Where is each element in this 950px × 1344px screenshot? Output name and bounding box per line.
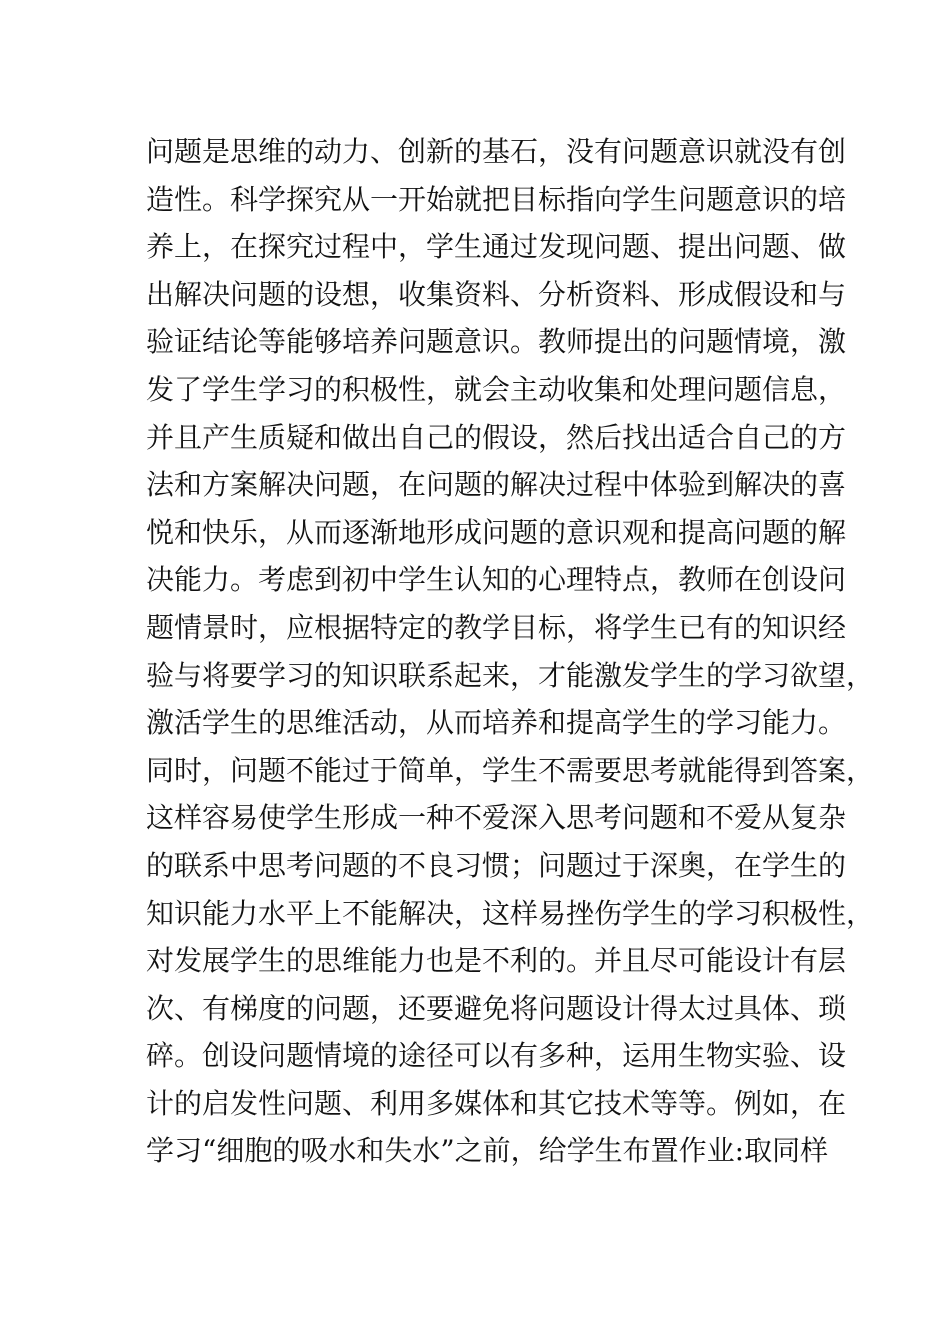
text-line-19: 次、有梯度的问题，还要避免将问题设计得太过具体、琐 — [146, 991, 847, 1025]
text-line-22: 学习“细胞的吸水和失水”之前，给学生布置作业:取同样 — [146, 1134, 829, 1168]
text-line-15: 这样容易使学生形成一种不爱深入思考问题和不爱从复杂 — [146, 801, 847, 835]
text-line-7: 并且产生质疑和做出自己的假设，然后找出适合自己的方 — [146, 420, 847, 454]
text-line-9: 悦和快乐，从而逐渐地形成问题的意识观和提高问题的解 — [146, 515, 847, 549]
text-line-6: 发了学生学习的积极性，就会主动收集和处理问题信息， — [146, 372, 847, 406]
text-line-13: 激活学生的思维活动，从而培养和提高学生的学习能力。 — [146, 706, 847, 740]
text-line-2: 造性。科学探究从一开始就把目标指向学生问题意识的培 — [146, 182, 847, 216]
text-line-11: 题情景时，应根据特定的教学目标，将学生已有的知识经 — [146, 610, 847, 644]
text-line-1: 问题是思维的动力、创新的基石，没有问题意识就没有创 — [146, 135, 847, 168]
text-line-8: 法和方案解决问题，在问题的解决过程中体验到解决的喜 — [146, 468, 847, 502]
text-line-3: 养上，在探究过程中，学生通过发现问题、提出问题、做 — [146, 230, 847, 264]
text-line-14: 同时，问题不能过于简单，学生不需要思考就能得到答案， — [146, 753, 875, 787]
text-line-18: 对发展学生的思维能力也是不利的。并且尽可能设计有层 — [146, 944, 847, 978]
text-line-21: 计的启发性问题、利用多媒体和其它技术等等。例如，在 — [146, 1086, 847, 1120]
text-line-12: 验与将要学习的知识联系起来，才能激发学生的学习欲望， — [146, 658, 875, 692]
text-line-5: 验证结论等能够培养问题意识。教师提出的问题情境，激 — [146, 325, 847, 359]
text-line-10: 决能力。考虑到初中学生认知的心理特点，教师在创设问 — [146, 563, 847, 597]
text-line-20: 碎。创设问题情境的途径可以有多种，运用生物实验、设 — [146, 1039, 847, 1073]
body-paragraph — [146, 128, 875, 1175]
text-line-16: 的联系中思考问题的不良习惯；问题过于深奥，在学生的 — [146, 848, 847, 882]
text-line-17: 知识能力水平上不能解决，这样易挫伤学生的学习积极性， — [146, 896, 875, 930]
text-line-4: 出解决问题的设想，收集资料、分析资料、形成假设和与 — [146, 277, 847, 311]
